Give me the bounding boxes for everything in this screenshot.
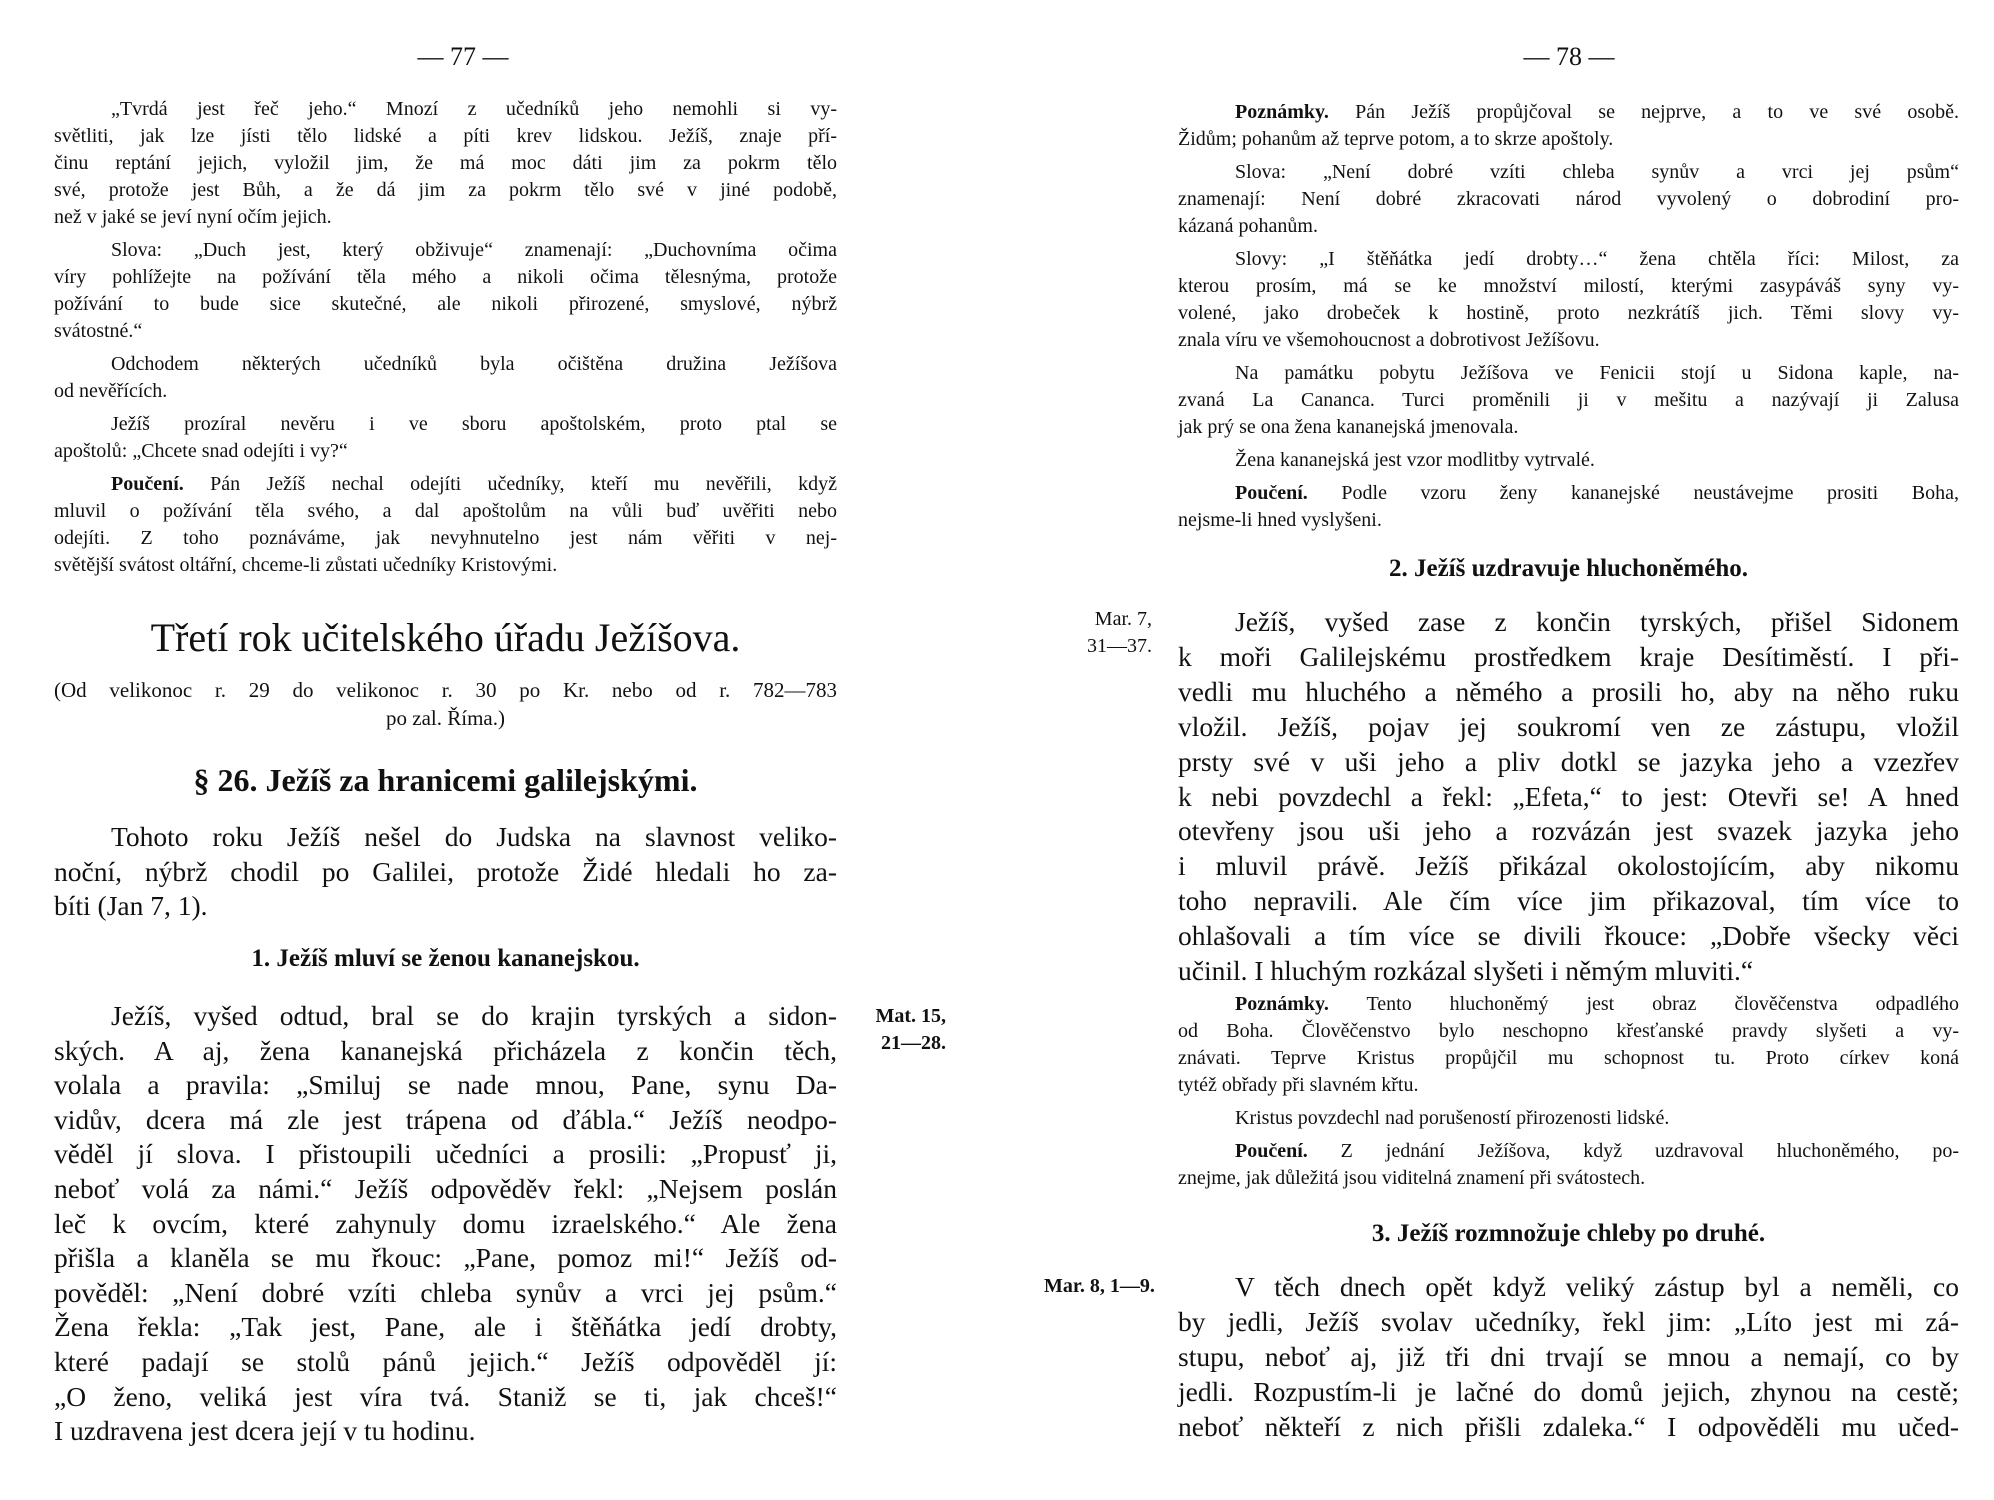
text-line: jedli. Rozpustím-li je lačné do domů jejich, zhynou na cestě; xyxy=(1178,1376,1959,1407)
text-line: vidův, dcera má zle jest trápena od ďábla.“ Ježíš neodpo- xyxy=(54,1103,837,1135)
part-subtitle xyxy=(54,676,837,732)
top-paragraphs xyxy=(54,96,837,579)
text-line: vložil. Ježíš, pojav jej soukromí ven ze zástupu, vložil xyxy=(1178,710,1959,742)
text-line: V těch dnech opět když veliký zástup byl a neměli, co xyxy=(1235,1271,1959,1302)
text-line: Slova: „Není dobré vzíti chleba synův a vrci jej psům“ xyxy=(1235,161,1959,183)
paragraph xyxy=(54,96,837,231)
text-line: neboť volá za námi.“ Ježíš odpověděv řekl: „Nejsem poslán xyxy=(54,1172,837,1204)
text-line: nejsme-li hned vyslyšeni. xyxy=(1178,509,1382,531)
paragraph xyxy=(1178,605,1959,989)
text-line: Žena kananejská jest vzor modlitby vytrvalé. xyxy=(1235,449,1595,471)
text-line xyxy=(54,471,837,498)
paragraph xyxy=(54,471,837,579)
paragraph xyxy=(54,411,837,465)
text-line xyxy=(1178,991,1959,1018)
text-line: Ježíš, vyšed zase z končin tyrských, přišel Sidonem xyxy=(1235,606,1959,637)
text-line: i mluvil právě. Ježíš přikázal okolostojícím, aby nikomu xyxy=(1178,850,1959,882)
text-line: mluvil o požívání těla svého, a dal apoštolům na vůli buď uvěřiti nebo xyxy=(54,500,837,522)
margin-reference xyxy=(864,1003,946,1057)
paragraph xyxy=(1178,99,1959,153)
text-line: apoštolů: „Chcete snad odejíti i vy?“ xyxy=(54,440,348,462)
text-line: Židům; pohanům až teprve potom, a to skrze apoštoly. xyxy=(1178,128,1614,150)
paragraph-3 xyxy=(1178,1269,1959,1444)
subheading: 1. Ježíš mluví se ženou kananejskou. xyxy=(251,945,640,972)
text-line: volené, jako drobeček k hostině, proto nezkrátíš jich. Těmi slovy vy- xyxy=(1178,302,1959,324)
paragraph xyxy=(54,820,837,924)
text-line: „O ženo, veliká jest víra tvá. Staniž se ti, jak chceš!“ xyxy=(54,1380,837,1412)
paragraph xyxy=(1178,991,1959,1099)
text-line: znala víru ve všemohoucnost a dobrotivost Ježíšovu. xyxy=(1178,329,1600,351)
text-line: znávati. Teprve Kristus propůjčil mu schopnost tu. Proto církev koná xyxy=(1178,1047,1959,1069)
subtitle-line: (Od velikonoc r. 29 do velikonoc r. 30 po Kr. nebo od r. 782—783 xyxy=(54,678,837,702)
paragraph-2 xyxy=(1178,605,1959,989)
text-line: požívání to bude sice skutečné, ale nikoli přirozené, smyslové, nýbrž xyxy=(54,293,837,315)
paragraph xyxy=(1178,1105,1959,1132)
text-line: I uzdravena jest dcera její v tu hodinu. xyxy=(54,1415,476,1447)
paragraph xyxy=(1178,159,1959,240)
text-line: světější svátost oltářní, chceme-li zůstati učedníky Kristovými. xyxy=(54,554,558,576)
text-line: Ježíš prozíral nevěru i ve sboru apoštolském, proto ptal se xyxy=(111,413,837,435)
notes-2 xyxy=(1178,991,1959,1192)
text-line: jak prý se ona žena kananejská jmenovala. xyxy=(1178,416,1519,438)
paragraph xyxy=(54,999,837,1449)
text-line xyxy=(1178,99,1959,126)
text-line: Odchodem některých učedníků byla očištěna družina Ježíšova xyxy=(111,353,837,375)
text-line: znejme, jak důležitá jsou viditelná znamení při svátostech. xyxy=(1178,1167,1646,1189)
text-line: věděl jí slova. I přistoupili učedníci a prosili: „Propusť ji, xyxy=(54,1138,837,1170)
text-line: od nevěřících. xyxy=(54,380,168,402)
text-line: své, protože jest Bůh, a že dá jim za pokrm tělo své v jiné podobě, xyxy=(54,179,837,201)
paragraph xyxy=(1178,360,1959,441)
text-line: bíti (Jan 7, 1). xyxy=(54,890,208,922)
paragraph xyxy=(54,351,837,405)
text-line: k nebi povzdechl a řekl: „Efeta,“ to jest: Otevři se! A hned xyxy=(1178,780,1959,812)
text-line: toho nepravili. Ale čím více jim přikazoval, tím více to xyxy=(1178,885,1959,917)
text-line: tytéž obřady při slavném křtu. xyxy=(1178,1074,1419,1096)
text-line: stupu, neboť aj, již tři dni trvají se mnou a nemají, co by xyxy=(1178,1341,1959,1372)
text-line: znamenají: Není dobré zkracovati národ vyvolený o dobrodiní pro- xyxy=(1178,188,1959,210)
text-line: kázaná pohanům. xyxy=(1178,215,1318,237)
text-line: Ježíš, vyšed odtud, bral se do krajin tyrských a sidon- xyxy=(111,1000,837,1031)
paragraph-lead: Poučení. xyxy=(111,473,184,495)
margin-reference-2 xyxy=(1060,606,1152,660)
paragraph-lead: Poučení. xyxy=(1235,1140,1308,1162)
paragraph xyxy=(1178,246,1959,354)
text-line: od Boha. Člověčenstvo bylo neschopno křesťanské pravdy slyšeti a vy- xyxy=(1178,1020,1959,1042)
paragraph xyxy=(1178,480,1959,534)
text-line: kterou prosím, má se ke množství milostí, kterými zasypáváš syny vy- xyxy=(1178,275,1959,297)
text-line: by jedli, Ježíš svolav učedníky, řekl jim: „Líto jest mi zá- xyxy=(1178,1306,1959,1337)
text-line: Tohoto roku Ježíš nešel do Judska na slavnost veliko- xyxy=(111,821,837,852)
text-run: Z jednání Ježíšova, když uzdravoval hluchoněmého, po- xyxy=(1307,1140,1959,1162)
text-run: Pán Ježíš propůjčoval se nejprve, a to ve své osobě. xyxy=(1328,101,1959,123)
text-line: Slovy: „I štěňátka jedí drobty…“ žena chtěla říci: Milost, za xyxy=(1235,248,1959,270)
text-run: Tento hluchoněmý jest obraz člověčenstva odpadlého xyxy=(1328,993,1959,1015)
text-line: prsty své v uši jeho a pliv dotkl se jazyka jeho a vzezřev xyxy=(1178,745,1959,777)
text-line: odejíti. Z toho poznáváme, jak nevyhnutelno jest nám věřiti v nej- xyxy=(54,527,837,549)
page-number: — 78 — xyxy=(1523,42,1615,71)
main-paragraph xyxy=(54,999,837,1449)
text-line: činu reptání jejich, vyložil jim, že má moc dáti jim za pokrm tělo xyxy=(54,152,837,174)
part-title: Třetí rok učitelského úřadu Ježíšova. xyxy=(150,615,741,660)
text-line: noční, nýbrž chodil po Galilei, protože Židé hledali ho za- xyxy=(54,855,837,887)
margin-reference-line: Mar. 8, 1—9. xyxy=(1044,1275,1155,1297)
paragraph xyxy=(54,237,837,345)
text-line: světliti, jak lze jísti tělo lidské a píti krev lidskou. Ježíš, znaje pří- xyxy=(54,125,837,147)
text-line: „Tvrdá jest řeč jeho.“ Mnozí z učedníků jeho nemohli si vy- xyxy=(111,98,837,120)
paragraph-lead: Poznámky. xyxy=(1235,101,1329,123)
text-run: Podle vzoru ženy kananejské neustávejme prositi Boha, xyxy=(1307,482,1959,504)
text-line: ských. A aj, žena kananejská přicházela z končin těch, xyxy=(54,1034,837,1066)
paragraph-lead: Poučení. xyxy=(1235,482,1308,504)
paragraph xyxy=(1178,1269,1959,1444)
margin-reference-3 xyxy=(1044,1273,1155,1300)
text-run: Pán Ježíš nechal odejíti učedníky, kteří mu nevěřili, když xyxy=(183,473,837,495)
text-line: Žena řekla: „Tak jest, Pane, ale i štěňátka jedí drobty, xyxy=(54,1311,837,1343)
margin-reference-line: 31—37. xyxy=(1087,635,1152,657)
text-line: než v jaké se jeví nyní očím jejich. xyxy=(54,206,332,228)
page-number: — 77 — xyxy=(417,42,509,71)
text-line: učinil. I hluchým rozkázal slyšeti i němým mluviti.“ xyxy=(1178,955,1754,987)
text-line xyxy=(1178,1138,1959,1165)
intro-paragraph xyxy=(54,820,837,924)
text-line: přišla a klaněla se mu řkouc: „Pane, pomoz mi!“ Ježíš od- xyxy=(54,1242,837,1274)
text-line: svátostné.“ xyxy=(54,320,143,342)
text-line: leč k ovcím, které zahynuly domu izraelského.“ Ale žena xyxy=(54,1207,837,1239)
margin-reference-line: 21—28. xyxy=(881,1032,946,1054)
text-line: Na památku pobytu Ježíšova ve Fenicii stojí u Sidona kaple, na- xyxy=(1235,362,1959,384)
text-line: k moři Galilejskému prostředkem kraje Desítiměstí. I při- xyxy=(1178,640,1959,672)
text-line: Kristus povzdechl nad porušeností přirozenosti lidské. xyxy=(1235,1107,1670,1129)
text-line xyxy=(1178,480,1959,507)
text-line: volala a pravila: „Smiluj se nade mnou, Pane, synu Da- xyxy=(54,1069,837,1101)
paragraph xyxy=(1178,1138,1959,1192)
margin-reference-line: Mat. 15, xyxy=(875,1005,946,1027)
text-line: neboť někteří z nich přišli zdaleka.“ I odpověděli mu učed- xyxy=(1178,1411,1959,1442)
top-paragraphs xyxy=(1178,99,1959,534)
subheading-2: 2. Ježíš uzdravuje hluchoněmého. xyxy=(1388,555,1749,582)
text-line: ohlašovali a tím více se divili řkouce: „Dobře všecky věci xyxy=(1178,920,1959,952)
paragraph xyxy=(1178,447,1959,474)
text-line: které padají se stolů pánů jejich.“ Ježíš odpověděl jí: xyxy=(54,1345,837,1377)
text-line: pověděl: „Není dobré vzíti chleba synův a vrci jej psům.“ xyxy=(54,1276,837,1308)
text-line: zvaná La Cananca. Turci proměnili ji v mešitu a nazývají ji Zalusa xyxy=(1178,389,1959,411)
text-line: otevřeny jsou uši jeho a rozvázán jest svazek jazyka jeho xyxy=(1178,815,1959,847)
text-line: víry pohlížejte na požívání těla mého a nikoli očima tělesnýma, protože xyxy=(54,266,837,288)
margin-reference-line: Mar. 7, xyxy=(1094,608,1152,630)
subtitle-line: po zal. Říma.) xyxy=(386,706,505,730)
section-heading: § 26. Ježíš za hranicemi galilejskými. xyxy=(193,762,698,798)
subheading-3: 3. Ježíš rozmnožuje chleby po druhé. xyxy=(1371,1220,1766,1247)
paragraph-lead: Poznámky. xyxy=(1235,993,1329,1015)
text-line: vedli mu hluchého a němého a prosili ho, aby na něho ruku xyxy=(1178,675,1959,707)
text-line: Slova: „Duch jest, který obživuje“ znamenají: „Duchovníma očima xyxy=(111,239,837,261)
